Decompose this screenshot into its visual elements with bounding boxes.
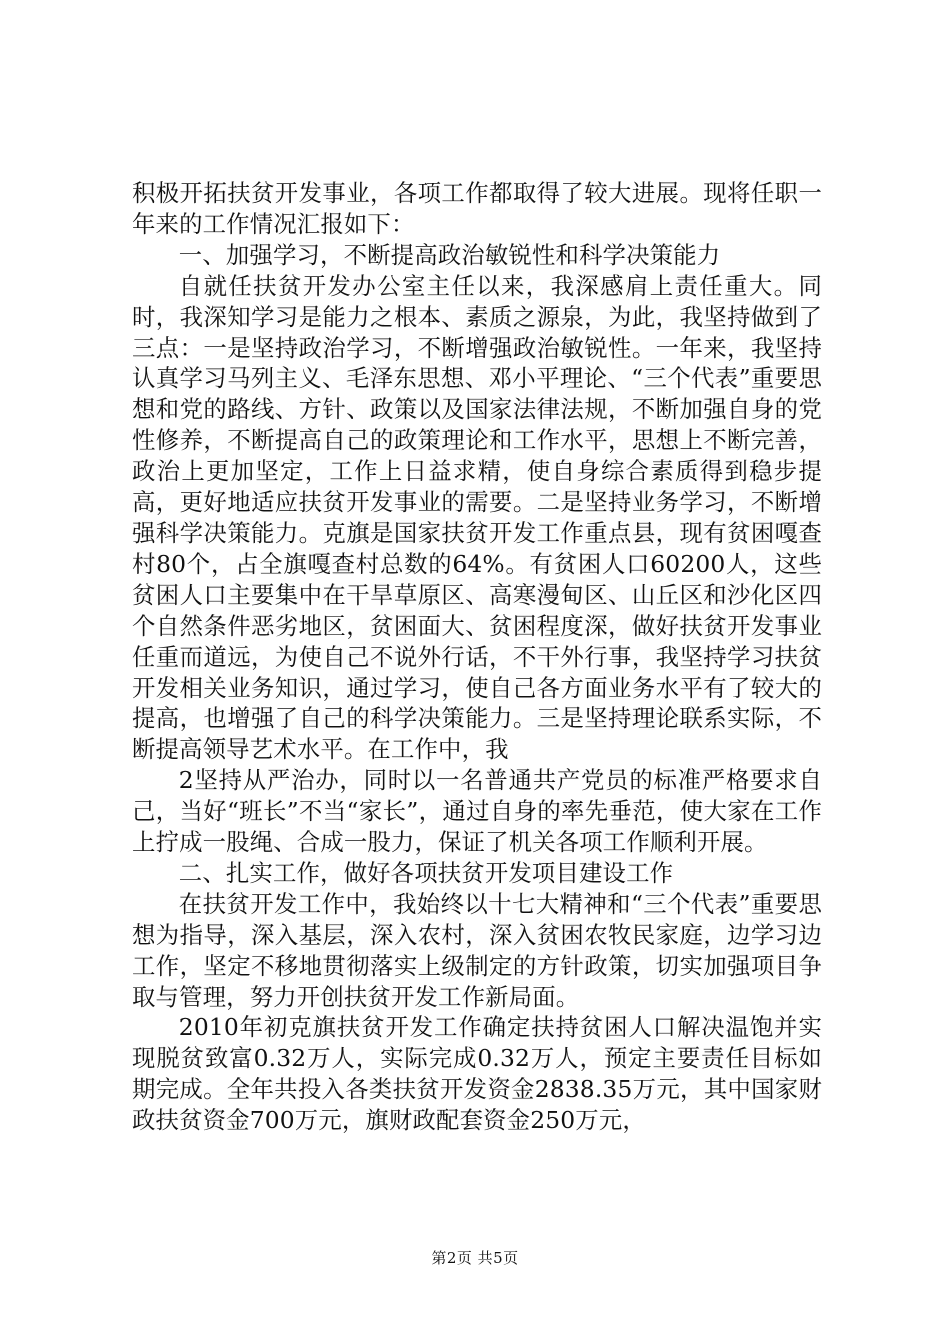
page-footer <box>0 1248 950 1268</box>
section-heading-1: 一、加强学习，不断提高政治敏锐性和科学决策能力 <box>178 240 721 269</box>
paragraph-management: 2坚持从严治办，同时以一名普通共产党员的标准严格要求自己，当好“班长”不当“家长”，通过自身的率先垂范，使大家在工作上拧成一股绳、合成一股力，保证了机关各项工作顺利开展。 <box>132 766 822 857</box>
paragraph-study: 自就任扶贫开发办公室主任以来，我深感肩上责任重大。同时，我深知学习是能力之根本、素质之源泉，为此，我坚持做到了三点：一是坚持政治学习，不断增强政治敏锐性。一年来，我坚持认真学习马列主义、毛泽东思想、邓小平理论、“三个代表”重要思想和党的路线、方针、政策以及国家法律法规，不断加强自身的党性修养，不断提高自己的政策理论和工作水平，思想上不断完善，政治上更加坚定，工作上日益求精，使自身综合素质得到稳步提高，更好地适应扶贫开发事业的需要。二是坚持业务学习，不断增强科学决策能力。克旗是国家扶贫开发工作重点县，现有贫困嘎查村80个，占全旗嘎查村总数的64%。有贫困人口60200人，这些贫困人口主要集中在干旱草原区、高寒漫甸区、山丘区和沙化区四个自然条件恶劣地区，贫困面大、贫困程度深，做好扶贫开发事业任重而道远，为使自己不说外行话，不干外行事，我坚持学习扶贫开发相关业务知识，通过学习，使自己各方面业务水平有了较大的提高，也增强了自己的科学决策能力。三是坚持理论联系实际，不断提高领导艺术水平。在工作中，我 <box>132 271 822 764</box>
paragraph-funds: 2010年初克旗扶贫开发工作确定扶持贫困人口解决温饱并实现脱贫致富0.32万人，实际完成0.32万人，预定主要责任目标如期完成。全年共投入各类扶贫开发资金2838.35万元，其中国家财政扶贫资金700万元，旗财政配套资金250万元， <box>132 1013 822 1135</box>
section-heading-2: 二、扎实工作，做好各项扶贫开发项目建设工作 <box>178 858 674 887</box>
page-number-label: 第2页 共5页 <box>431 1249 519 1267</box>
paragraph-work: 在扶贫开发工作中，我始终以十七大精神和“三个代表”重要思想为指导，深入基层，深入农村，深入贫困农牧民家庭，边学习边工作，坚定不移地贯彻落实上级制定的方针政策，切实加强项目争取与管理，努力开创扶贫开发工作新局面。 <box>132 889 822 1011</box>
document-body <box>132 178 822 1136</box>
paragraph-continuation: 积极开拓扶贫开发事业，各项工作都取得了较大进展。现将任职一年来的工作情况汇报如下： <box>132 179 822 238</box>
